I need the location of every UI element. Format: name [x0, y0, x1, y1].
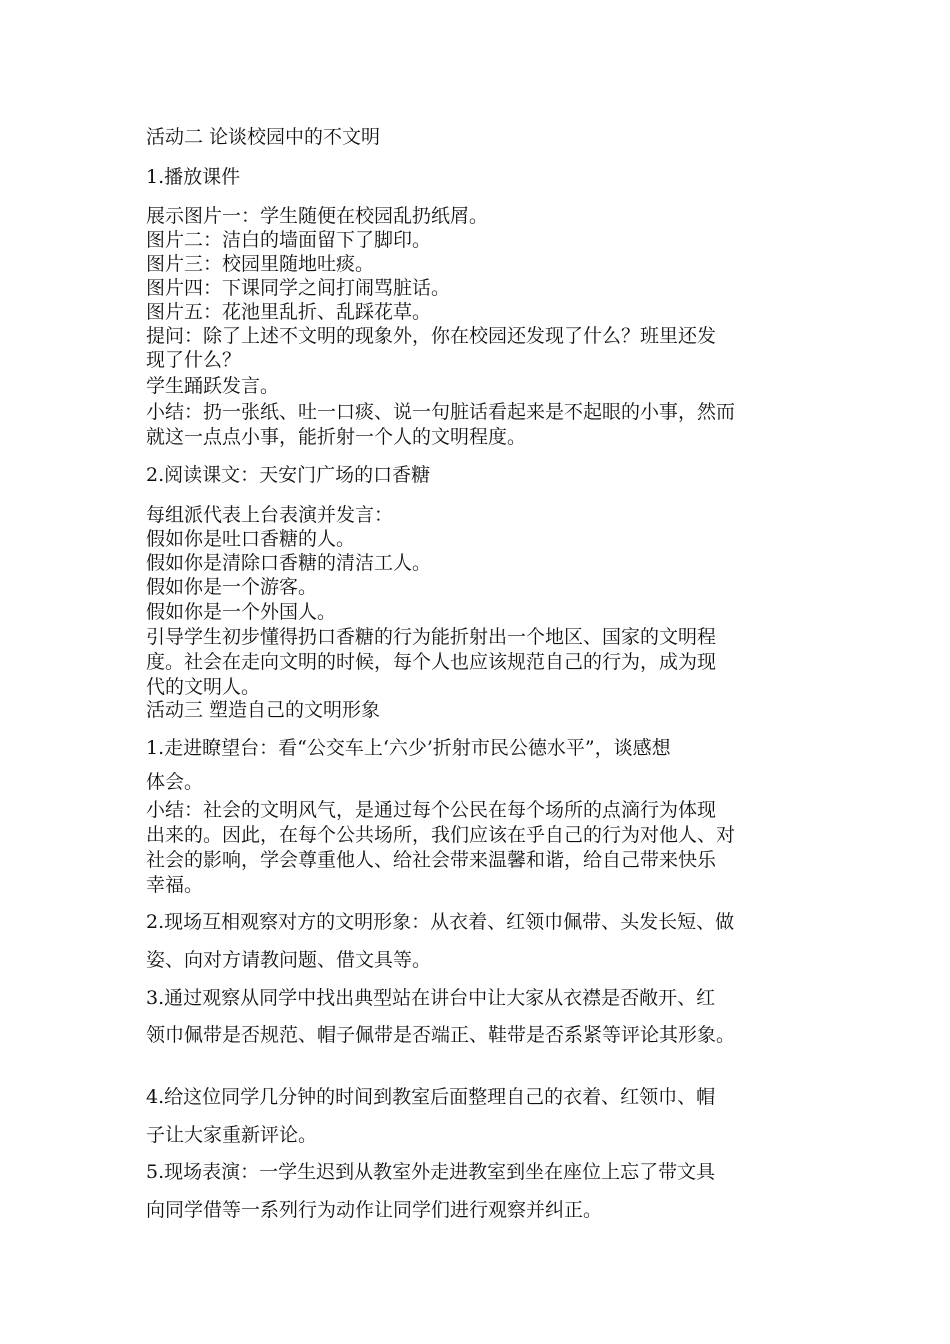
text-line: 幸福。 — [146, 874, 204, 896]
text-line: 引导学生初步懂得扔口香糖的行为能折射出一个地区、国家的文明程 — [146, 626, 717, 648]
text-line: 提问：除了上述不文明的现象外，你在校园还发现了什么？班里还发 — [146, 325, 717, 347]
text-line: 假如你是清除口香糖的清洁工人。 — [146, 552, 432, 574]
text-line: 每组派代表上台表演并发言： — [146, 504, 394, 526]
text-line: 代的文明人。 — [146, 676, 261, 698]
text-line: 姿、向对方请教问题、借文具等。 — [146, 949, 432, 971]
step-heading: 5.现场表演：一学生迟到从教室外走进教室到坐在座位上忘了带文具 — [146, 1161, 716, 1183]
section-heading-activity-2: 活动二 论谈校园中的不文明 — [146, 126, 381, 148]
text-line: 图片五：花池里乱折、乱踩花草。 — [146, 301, 432, 323]
section-heading-activity-3: 活动三 塑造自己的文明形象 — [146, 699, 381, 721]
text-line: 领巾佩带是否规范、帽子佩带是否端正、鞋带是否系紧等评论其形象。 — [146, 1024, 736, 1046]
text-line: 假如你是吐口香糖的人。 — [146, 528, 356, 550]
text-line: 社会的影响，学会尊重他人、给社会带来温馨和谐，给自己带来快乐 — [146, 849, 717, 871]
step-heading: 4.给这位同学几分钟的时间到教室后面整理自己的衣着、红领巾、帽 — [146, 1086, 716, 1108]
step-heading: 2.现场互相观察对方的文明形象：从衣着、红领巾佩带、头发长短、做 — [146, 911, 735, 933]
text-line: 小结：社会的文明风气，是通过每个公民在每个场所的点滴行为体现 — [146, 799, 717, 821]
text-line: 图片二：洁白的墙面留下了脚印。 — [146, 229, 432, 251]
text-line: 就这一点点小事，能折射一个人的文明程度。 — [146, 426, 527, 448]
text-line: 图片四：下课同学之间打闹骂脏话。 — [146, 277, 451, 299]
text-line: 假如你是一个外国人。 — [146, 601, 337, 623]
text-line: 现了什么？ — [146, 349, 242, 371]
step-heading: 1.播放课件 — [146, 166, 241, 188]
text-line: 小结：扔一张纸、吐一口痰、说一句脏话看起来是不起眼的小事，然而 — [146, 401, 736, 423]
step-heading: 1.走进瞭望台：看“公交车上‘六少’折射市民公德水平”，谈感想 — [146, 737, 671, 759]
text-line: 向同学借等一系列行为动作让同学们进行观察并纠正。 — [146, 1199, 603, 1221]
text-line: 假如你是一个游客。 — [146, 576, 318, 598]
text-line: 出来的。因此，在每个公共场所，我们应该在乎自己的行为对他人、对 — [146, 824, 736, 846]
text-line: 学生踊跃发言。 — [146, 375, 280, 397]
text-line: 体会。 — [146, 771, 204, 793]
text-line: 子让大家重新评论。 — [146, 1124, 318, 1146]
text-line: 度。社会在走向文明的时候，每个人也应该规范自己的行为，成为现 — [146, 651, 717, 673]
text-line: 图片三：校园里随地吐痰。 — [146, 253, 375, 275]
step-heading: 3.通过观察从同学中找出典型站在讲台中让大家从衣襟是否敞开、红 — [146, 987, 716, 1009]
step-heading: 2.阅读课文：天安门广场的口香糖 — [146, 464, 431, 486]
text-line: 展示图片一：学生随便在校园乱扔纸屑。 — [146, 205, 489, 227]
